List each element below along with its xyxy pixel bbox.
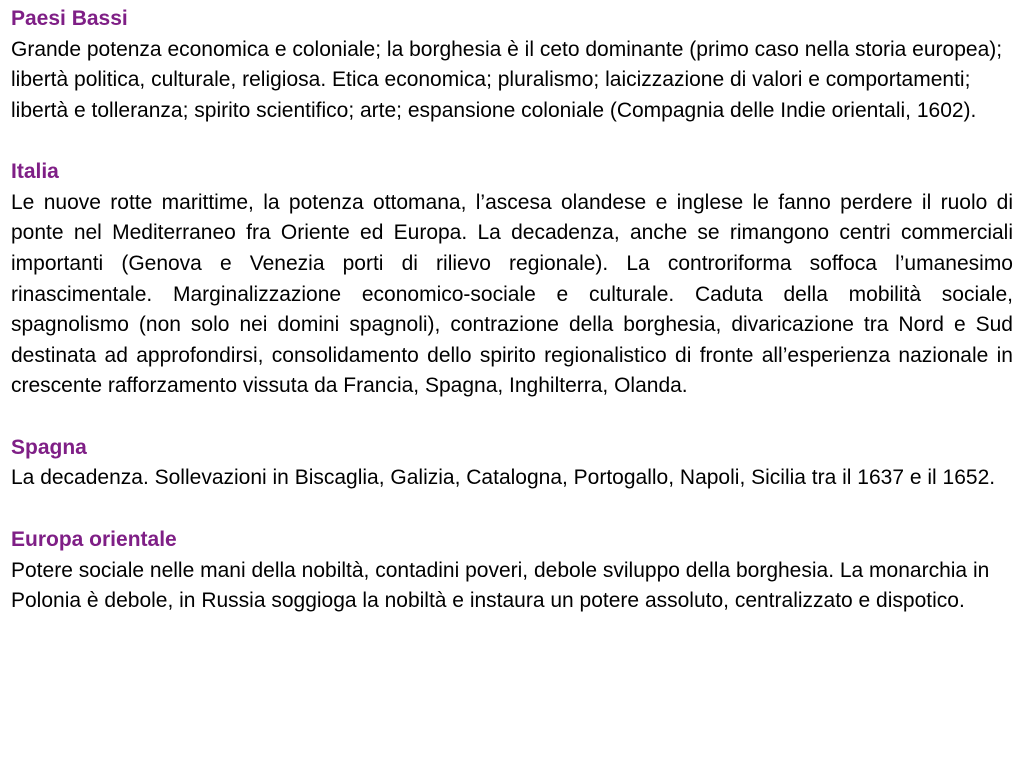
section-europa-orientale bbox=[11, 525, 1013, 617]
section-title-italia: Italia bbox=[11, 160, 59, 184]
section-title-europa-orientale: Europa orientale bbox=[11, 528, 177, 552]
section-spagna bbox=[11, 433, 1013, 494]
section-title-spagna: Spagna bbox=[11, 435, 87, 459]
section-text-spagna: La decadenza. Sollevazioni in Biscaglia, Galizia, Catalogna, Portogallo, Napoli, Sicilia tra il 1637 e il 1652. bbox=[11, 466, 996, 490]
section-title-paesi-bassi: Paesi Bassi bbox=[11, 7, 128, 30]
section-paesi-bassi bbox=[11, 4, 1013, 126]
section-text-paesi-bassi: Grande potenza economica e coloniale; la borghesia è il ceto dominante (primo caso nella storia europea); libertà politica, culturale, religiosa. Etica economica; pluralismo; laicizzazione di valori e comportamenti; libertà e tolleranza; spirito scientifico; arte; espansione coloniale (Compagnia delle Indie orientali, 1602). bbox=[11, 37, 1003, 122]
section-text-europa-orientale: Potere sociale nelle mani della nobiltà, contadini poveri, debole sviluppo della borghesia. La monarchia in Polonia è debole, in Russia soggioga la nobiltà e instaura un potere assoluto, centralizzato e dispotico. bbox=[11, 558, 990, 613]
slide-content bbox=[11, 4, 1013, 648]
section-italia bbox=[11, 157, 1013, 402]
section-text-italia: Le nuove rotte marittime, la potenza ottomana, l’ascesa olandese e inglese le fanno perdere il ruolo di ponte nel Mediterraneo fra Oriente ed Europa. La decadenza, anche se rimangono centri commerciali importanti (Genova e Venezia porti di rilievo regionale). La controriforma soffoca l’umanesimo rinascimentale. Marginalizzazione economico-sociale e culturale. Caduta della mobilità sociale, spagnolismo (non solo nei domini spagnoli), contrazione della borghesia, divaricazione tra Nord e Sud destinata ad approfondirsi, consolidamento dello spirito regionalistico di fronte all’esperienza nazionale in crescente rafforzamento vissuta da Francia, Spagna, Inghilterra, Olanda. bbox=[11, 190, 1013, 398]
